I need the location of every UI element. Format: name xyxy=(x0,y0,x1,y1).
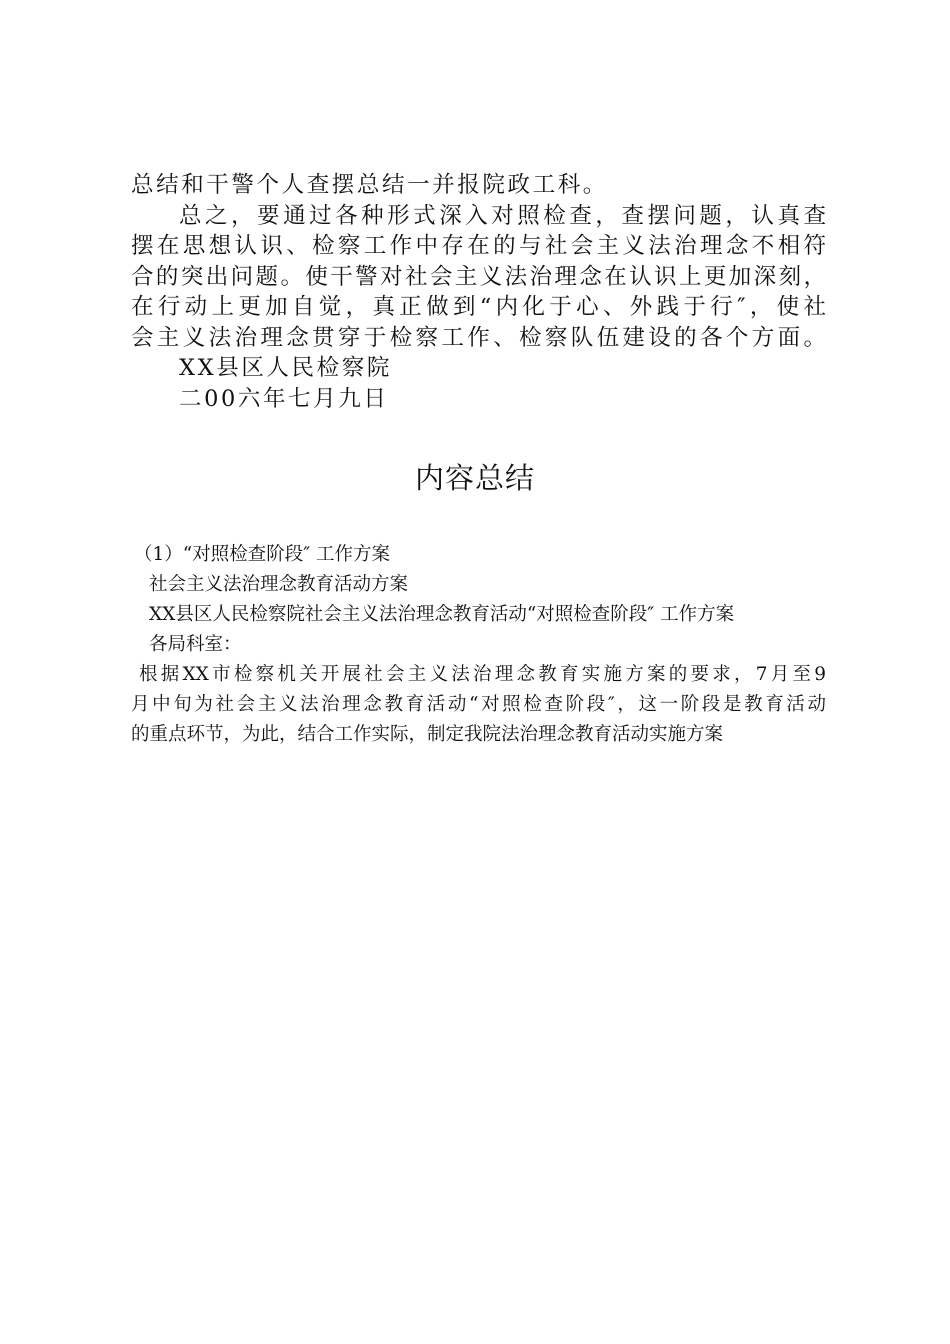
summary-text xyxy=(131,540,826,750)
summary-line-1: （1）“对照检查阶段″ 工作方案 xyxy=(134,544,391,565)
body-line-1: 总结和干警个人查摆总结一并报院政工科。 xyxy=(131,172,608,198)
summary-line-5: 根据XX市检察机关开展社会主义法治理念教育实施方案的要求，7月至9 xyxy=(139,664,826,685)
body-text xyxy=(131,170,826,414)
summary-line-6: 月中旬为社会主义法治理念教育活动“对照检查阶段″，这一阶段是教育活动 xyxy=(131,694,826,715)
summary-line-3: XX县区人民检察院社会主义法治理念教育活动“对照检查阶段″ 工作方案 xyxy=(149,604,735,625)
signature-date: 二00六年七月九日 xyxy=(179,385,389,412)
summary-title: 内容总结 xyxy=(414,461,535,495)
body-line-3: 摆在思想认识、检察工作中存在的与社会主义法治理念不相符 xyxy=(131,233,826,259)
signature-organization: XX县区人民检察院 xyxy=(179,355,392,381)
body-line-6: 会主义法治理念贯穿于检察工作、检察队伍建设的各个方面。 xyxy=(131,324,826,351)
summary-line-2: 社会主义法治理念教育活动方案 xyxy=(149,574,409,595)
summary-line-4: 各局科室： xyxy=(149,634,242,655)
body-line-4: 合的突出问题。使干警对社会主义法治理念在认识上更加深刻， xyxy=(131,263,826,290)
body-line-2: 总之，要通过各种形式深入对照检查，查摆问题，认真查 xyxy=(179,202,826,229)
body-line-5: 在行动上更加自觉，真正做到“内化于心、外践于行″，使社 xyxy=(131,294,826,320)
summary-line-7: 的重点环节，为此，结合工作实际，制定我院法治理念教育活动实施方案 xyxy=(131,724,724,745)
